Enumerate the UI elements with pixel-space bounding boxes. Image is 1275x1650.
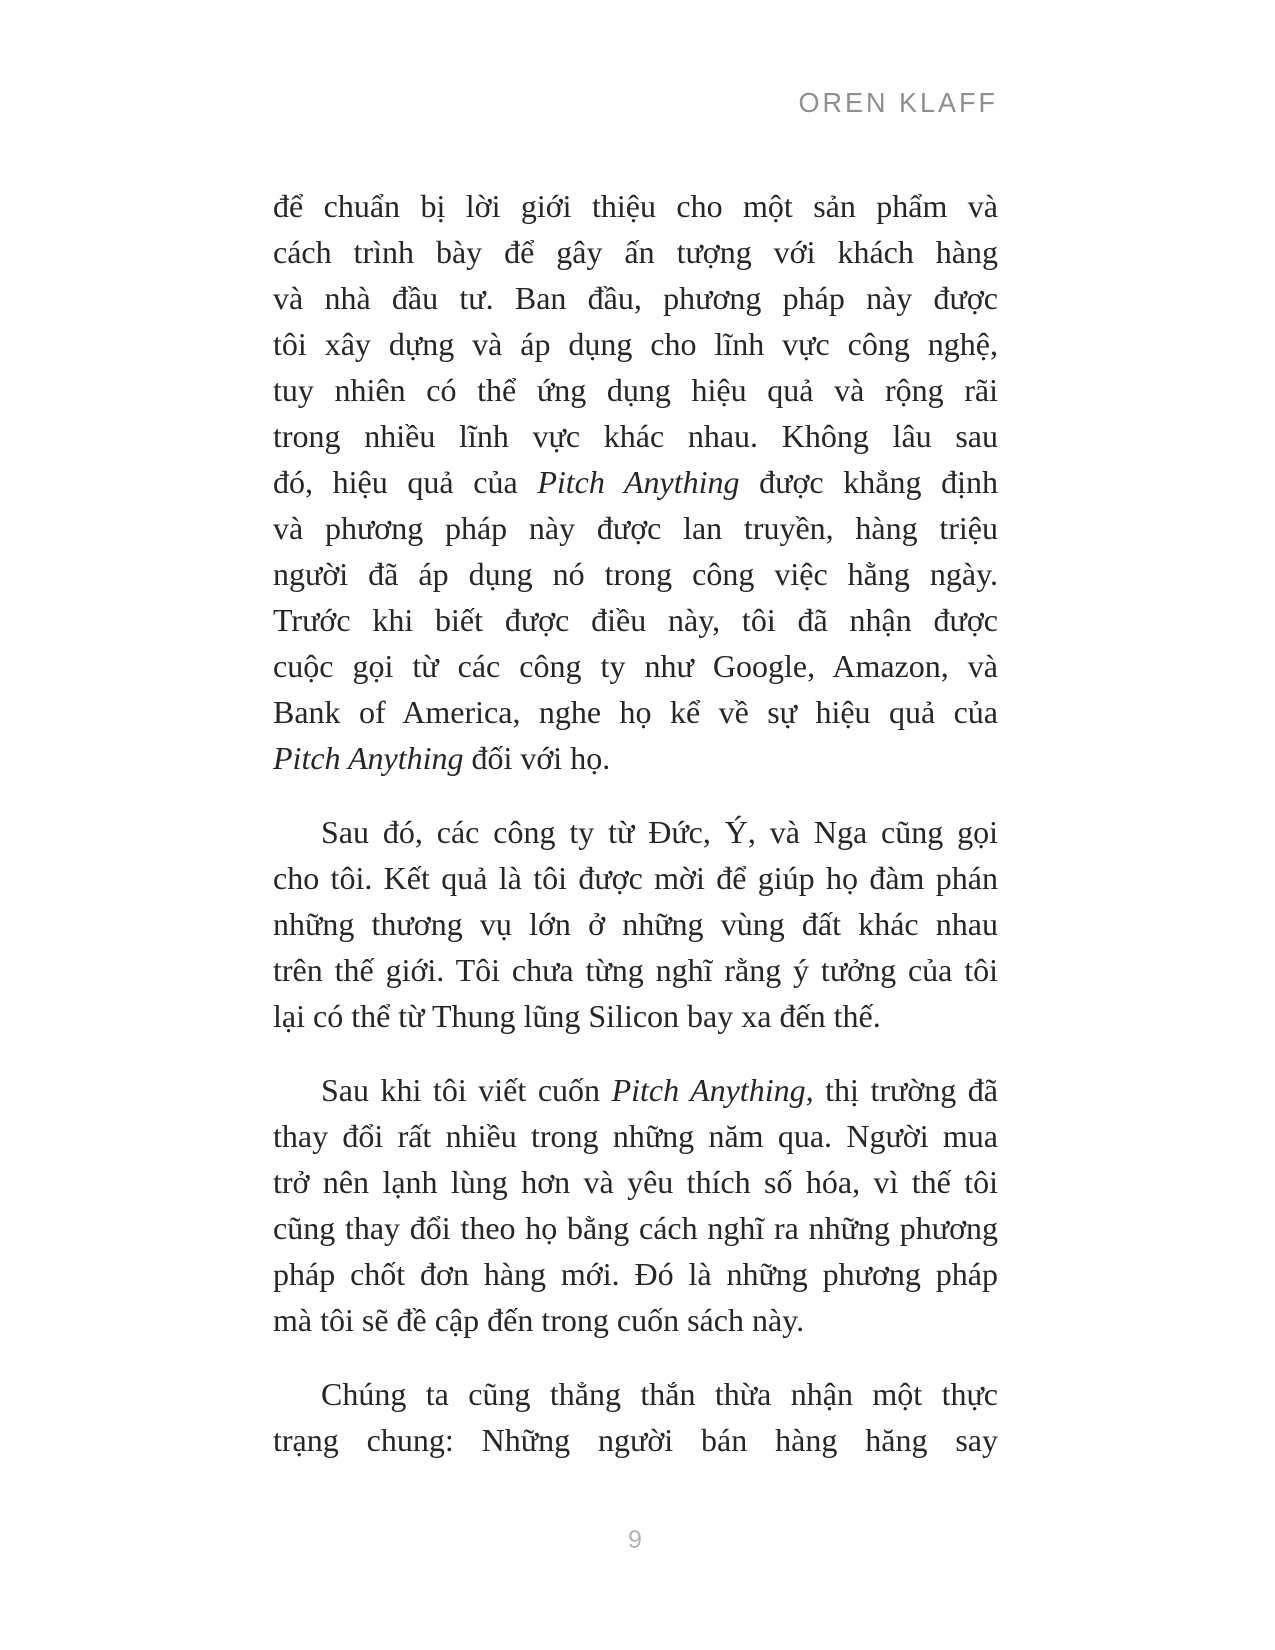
- text-line: [273, 1205, 998, 1251]
- text-line: [273, 505, 998, 551]
- text-segment: và phương pháp này được lan truyền, hàng triệu: [273, 510, 998, 546]
- text-segment: mà tôi sẽ đề cập đến trong cuốn sách này.: [273, 1302, 805, 1338]
- text-segment: lại có thể từ Thung lũng Silicon bay xa đến thế.: [273, 998, 881, 1034]
- text-line: [273, 229, 998, 275]
- text-segment: trong nhiều lĩnh vực khác nhau. Không lâu sau: [273, 418, 998, 454]
- text-line: [273, 1371, 998, 1417]
- text-line: [273, 367, 998, 413]
- paragraph: [273, 809, 998, 1039]
- text-line: [273, 855, 998, 901]
- page-number-footer: 9: [628, 1526, 643, 1554]
- text-segment: Bank of America, nghe họ kể về sự hiệu quả của: [273, 694, 998, 730]
- text-segment: đó, hiệu quả của: [273, 464, 538, 500]
- text-segment: thay đổi rất nhiều trong những năm qua. Người mua: [273, 1118, 998, 1154]
- text-segment: Sau khi tôi viết cuốn: [321, 1072, 612, 1108]
- text-line: [273, 689, 998, 735]
- book-title-italic: Pitch Anything: [537, 464, 740, 500]
- text-line: [273, 947, 998, 993]
- text-line: [273, 413, 998, 459]
- text-segment: cuộc gọi từ các công ty như Google, Amazon, và: [273, 648, 998, 684]
- text-line: [273, 459, 998, 505]
- book-title-italic: Pitch Anything: [273, 740, 464, 776]
- text-segment: những thương vụ lớn ở những vùng đất khác nhau: [273, 906, 998, 942]
- text-segment: tuy nhiên có thể ứng dụng hiệu quả và rộng rãi: [273, 372, 998, 408]
- text-segment: Chúng ta cũng thẳng thắn thừa nhận một thực: [321, 1376, 998, 1412]
- text-segment: cũng thay đổi theo họ bằng cách nghĩ ra những phương: [273, 1210, 998, 1246]
- text-line: [273, 1159, 998, 1205]
- text-line: [273, 597, 998, 643]
- text-segment: Sau đó, các công ty từ Đức, Ý, và Nga cũng gọi: [321, 814, 998, 850]
- text-line: [273, 183, 998, 229]
- text-line: [273, 275, 998, 321]
- text-segment: người đã áp dụng nó trong công việc hằng ngày.: [273, 556, 998, 592]
- text-line: [273, 1251, 998, 1297]
- text-segment: cách trình bày để gây ấn tượng với khách hàng: [273, 234, 998, 270]
- paragraph: [273, 183, 998, 781]
- text-segment: thị trường đã: [813, 1072, 999, 1108]
- text-segment: trở nên lạnh lùng hơn và yêu thích số hóa, vì thế tôi: [273, 1164, 998, 1200]
- text-segment: tôi xây dựng và áp dụng cho lĩnh vực công nghệ,: [273, 326, 998, 362]
- book-title-italic: Pitch Anything,: [611, 1072, 814, 1108]
- text-segment: và nhà đầu tư. Ban đầu, phương pháp này được: [273, 280, 998, 316]
- paragraph: [273, 1371, 998, 1463]
- text-segment: để chuẩn bị lời giới thiệu cho một sản phẩm và: [273, 188, 998, 224]
- text-segment: pháp chốt đơn hàng mới. Đó là những phương pháp: [273, 1256, 998, 1292]
- text-line: [273, 735, 998, 781]
- text-line: [273, 1113, 998, 1159]
- text-segment: đối với họ.: [463, 740, 611, 776]
- paragraph: [273, 1067, 998, 1343]
- text-segment: Trước khi biết được điều này, tôi đã nhận được: [273, 602, 998, 638]
- text-segment: cho tôi. Kết quả là tôi được mời để giúp họ đàm phán: [273, 860, 998, 896]
- text-segment: trạng chung: Những người bán hàng hăng say: [273, 1422, 998, 1458]
- text-line: [273, 643, 998, 689]
- text-line: [273, 809, 998, 855]
- text-line: [273, 1417, 998, 1463]
- page-body: [273, 183, 998, 1463]
- text-line: [273, 1297, 998, 1343]
- text-segment: được khẳng định: [739, 464, 998, 500]
- text-line: [273, 993, 998, 1039]
- text-line: [273, 901, 998, 947]
- text-segment: trên thế giới. Tôi chưa từng nghĩ rằng ý tưởng của tôi: [273, 952, 998, 988]
- text-line: [273, 551, 998, 597]
- running-header-author: OREN KLAFF: [798, 87, 998, 119]
- text-line: [273, 1067, 998, 1113]
- text-line: [273, 321, 998, 367]
